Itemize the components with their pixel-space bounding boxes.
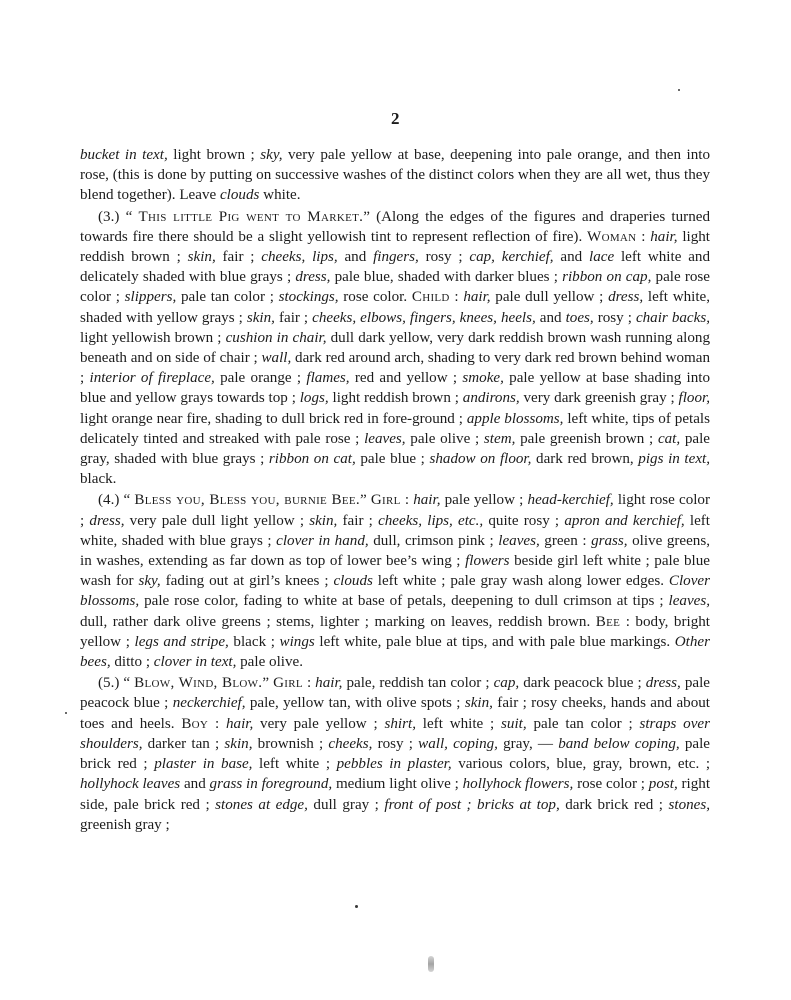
- small-caps-heading: Child: [411, 289, 450, 306]
- text-run: pale dull yellow ;: [490, 289, 609, 306]
- text-run: ”: [262, 675, 274, 692]
- text-run: very pale dull light yellow ;: [124, 512, 310, 529]
- italic-term: head-kerchief,: [527, 492, 614, 509]
- ink-speck: [355, 905, 358, 908]
- italic-term: shirt,: [384, 715, 416, 732]
- italic-term: clover in text,: [153, 654, 237, 671]
- text-run: red and yellow ;: [349, 370, 463, 387]
- text-run: pale, reddish tan color ;: [342, 675, 494, 692]
- small-caps-heading: Boy: [181, 715, 209, 732]
- text-run: left white, tips of petals delicately tinted and streaked with pale rose ;: [80, 410, 711, 447]
- italic-term: hair,: [650, 228, 678, 245]
- text-run: rose color.: [338, 289, 412, 306]
- italic-term: stones at edge,: [215, 796, 308, 813]
- italic-term: front of post ; bricks at top,: [384, 796, 560, 813]
- text-run: pale rose color, fading to white at base of petals, deepening to dull crimson at tips ;: [139, 593, 669, 610]
- italic-term: hair,: [315, 675, 343, 692]
- text-run: green :: [539, 532, 592, 549]
- italic-term: wall,: [261, 350, 292, 367]
- italic-term: stones,: [668, 796, 711, 813]
- italic-term: wings: [279, 633, 315, 650]
- text-run: pale greenish brown ;: [515, 430, 658, 447]
- italic-term: stem,: [483, 430, 516, 447]
- italic-term: flames,: [306, 370, 350, 387]
- text-run: pale olive ;: [405, 430, 484, 447]
- italic-term: grass,: [591, 532, 628, 549]
- text-run: :: [449, 289, 464, 306]
- italic-term: andirons,: [462, 390, 520, 407]
- text-run: pale olive.: [236, 654, 303, 671]
- small-caps-heading: Girl: [273, 675, 303, 692]
- text-run: dark peacock blue ;: [519, 675, 646, 692]
- italic-term: suit,: [501, 715, 527, 732]
- text-run: dark red around arch, shading to very dark red brown behind woman ;: [80, 350, 710, 387]
- italic-term: cheeks,: [328, 735, 373, 752]
- text-run: dull, rather dark olive greens ; stems, lighter ; marking on leaves, reddish brown.: [80, 613, 596, 630]
- small-caps-heading: Blow, Wind, Blow.: [134, 675, 263, 692]
- paper-smudge: [428, 956, 434, 972]
- text-run: ” (Along the edges of the figures and draperies turned towards fire there should be a slight yellowish tint to represent reflection of fire).: [80, 208, 710, 245]
- italic-term: cheeks, lips, etc.,: [378, 512, 484, 529]
- text-run: left white ;: [252, 756, 337, 773]
- text-run: light rose color ;: [80, 492, 711, 529]
- ink-speck: [65, 712, 67, 714]
- text-run: and: [180, 776, 210, 793]
- text-run: (4.) “: [98, 492, 135, 509]
- text-run: (5.) “: [98, 675, 135, 692]
- text-run: very pale yellow ;: [253, 715, 385, 732]
- text-run: white.: [259, 187, 301, 204]
- body-text: [80, 145, 710, 836]
- italic-term: pebbles in plaster,: [336, 756, 452, 773]
- italic-term: post,: [648, 776, 678, 793]
- text-run: :: [208, 715, 226, 732]
- italic-term: clover in hand,: [276, 532, 369, 549]
- italic-term: pigs in text,: [638, 451, 710, 468]
- text-run: :: [302, 675, 316, 692]
- italic-term: Other bees,: [80, 633, 710, 671]
- text-run: brownish ;: [252, 735, 329, 752]
- italic-term: leaves,: [364, 430, 406, 447]
- text-run: light orange near fire, shading to dull brick red in fore-ground ;: [80, 410, 467, 427]
- italic-term: leaves,: [668, 593, 710, 610]
- text-run: fair ;: [337, 512, 379, 529]
- text-run: pale blue, shaded with darker blues ;: [330, 269, 563, 286]
- small-caps-heading: Woman: [587, 228, 637, 245]
- text-run: pale tan color ;: [526, 715, 640, 732]
- text-run: olive greens, in washes, extending as far down as top of lower bee’s wing ;: [80, 532, 710, 570]
- text-run: dull gray ;: [307, 796, 385, 813]
- small-caps-heading: Bless you, Bless you, burnie Bee.: [134, 492, 360, 509]
- text-run: beside girl left white ; pale blue wash for: [80, 553, 710, 590]
- italic-term: dress,: [295, 269, 331, 286]
- text-run: :: [636, 228, 651, 245]
- text-run: and: [337, 249, 374, 266]
- italic-term: lace: [589, 249, 615, 266]
- italic-term: hair,: [413, 492, 441, 509]
- text-run: right side, pale brick red ;: [80, 776, 711, 813]
- italic-term: interior of fireplace,: [89, 370, 215, 387]
- text-run: fair ; rosy cheeks, hands and about toes and heels.: [80, 695, 710, 732]
- text-run: gray, —: [497, 735, 559, 752]
- small-caps-heading: Girl: [370, 492, 401, 509]
- text-run: left white and delicately shaded with blue grays ;: [80, 249, 710, 286]
- para-little-pig: [80, 207, 710, 490]
- italic-term: apron and kerchief,: [564, 512, 685, 529]
- para-bless-you: [80, 490, 710, 672]
- italic-term: grass in foreground,: [209, 776, 333, 793]
- italic-term: toes,: [565, 309, 594, 326]
- italic-term: skin,: [246, 309, 275, 326]
- text-run: :: [400, 492, 414, 509]
- text-run: ditto ;: [110, 654, 154, 671]
- italic-term: cat,: [657, 430, 681, 447]
- small-caps-heading: Bee: [595, 613, 621, 630]
- text-run: various colors, blue, gray, brown, etc. ;: [451, 756, 711, 773]
- text-run: black ;: [228, 633, 280, 650]
- text-run: pale rose color ;: [80, 269, 710, 306]
- text-run: left white, shaded with yellow grays ;: [80, 289, 711, 326]
- italic-term: cheeks, lips,: [261, 249, 338, 266]
- text-run: rosy ;: [418, 249, 470, 266]
- italic-term: ribbon on cat,: [268, 451, 356, 468]
- italic-term: clouds: [333, 573, 373, 590]
- italic-term: plaster in base,: [154, 756, 253, 773]
- italic-term: hollyhock leaves: [80, 776, 181, 793]
- text-run: light reddish brown ;: [328, 390, 463, 407]
- italic-term: smoke,: [462, 370, 504, 387]
- small-caps-heading: This little Pig went to Market.: [138, 208, 364, 225]
- italic-term: dress,: [645, 675, 681, 692]
- italic-term: neckerchief,: [172, 695, 246, 712]
- text-run: pale gray, shaded with blue grays ;: [80, 430, 711, 468]
- italic-term: dress,: [608, 289, 644, 306]
- text-run: left white ; pale gray wash along lower edges.: [372, 573, 669, 590]
- italic-term: fingers,: [373, 249, 419, 266]
- text-run: left white, pale blue at tips, and with pale blue markings.: [314, 633, 675, 650]
- italic-term: sky,: [138, 573, 161, 590]
- italic-term: dress,: [89, 512, 125, 529]
- para-bucket: [80, 145, 710, 206]
- text-run: pale peacock blue ;: [80, 675, 711, 712]
- text-run: dark brick red ;: [559, 796, 669, 813]
- ink-speck: [678, 89, 680, 91]
- italic-term: cap,: [493, 675, 520, 692]
- text-run: dull, crimson pink ;: [368, 532, 499, 549]
- italic-term: Clover blossoms,: [80, 573, 711, 610]
- italic-term: stockings,: [278, 289, 339, 306]
- text-run: (3.) “: [98, 208, 139, 225]
- text-run: and: [535, 309, 566, 326]
- text-run: dull dark yellow, very dark reddish brown wash running along beneath and on side of chair ;: [80, 329, 710, 367]
- text-run: pale brick red ;: [80, 735, 710, 773]
- text-run: pale orange ;: [214, 370, 307, 387]
- italic-term: cheeks, elbows, fingers, knees, heels,: [312, 309, 536, 326]
- text-run: rose color ;: [573, 776, 649, 793]
- text-run: : body, bright yellow ;: [80, 613, 710, 650]
- italic-term: skin,: [224, 735, 253, 752]
- text-run: pale yellow ;: [440, 492, 528, 509]
- italic-term: legs and stripe,: [134, 633, 229, 650]
- text-run: rosy ;: [593, 309, 636, 326]
- text-run: very pale yellow at base, deepening into pale orange, and then into rose, (this is done by putting on successive washes of the distinct colors when they are all wet, thus they blend together). Leave: [80, 147, 711, 204]
- italic-term: cap, kerchief,: [469, 249, 554, 266]
- text-run: pale tan color ;: [176, 289, 279, 306]
- text-run: darker tan ;: [142, 735, 225, 752]
- italic-term: cushion in chair,: [225, 329, 327, 346]
- text-run: light brown ;: [167, 147, 261, 163]
- text-run: light reddish brown ;: [80, 228, 710, 266]
- text-run: greenish gray ;: [80, 816, 170, 833]
- italic-term: logs,: [299, 390, 329, 407]
- text-run: ”: [360, 492, 371, 509]
- text-run: left white ;: [415, 715, 502, 732]
- para-blow-wind: [80, 673, 710, 835]
- italic-term: bucket in text,: [80, 147, 168, 163]
- text-run: black.: [80, 471, 117, 488]
- text-run: fair ;: [274, 309, 313, 326]
- italic-term: band below coping,: [558, 735, 680, 752]
- italic-term: skin,: [187, 249, 216, 266]
- text-run: pale blue ;: [355, 451, 430, 468]
- text-run: medium light olive ;: [332, 776, 463, 793]
- italic-term: shadow on floor,: [429, 451, 532, 468]
- italic-term: chair backs,: [635, 309, 710, 326]
- italic-term: straps over shoulders,: [80, 715, 710, 752]
- italic-term: sky,: [260, 147, 283, 163]
- italic-term: flowers: [465, 553, 510, 570]
- italic-term: skin,: [464, 695, 493, 712]
- italic-term: wall, coping,: [418, 735, 498, 752]
- text-run: and: [553, 249, 589, 266]
- italic-term: hair,: [463, 289, 491, 306]
- italic-term: floor,: [678, 390, 710, 407]
- text-run: pale, yellow tan, with olive spots ;: [245, 695, 465, 712]
- italic-term: clouds: [219, 187, 260, 204]
- text-run: fading out at girl’s knees ;: [160, 573, 334, 590]
- italic-term: slippers,: [124, 289, 177, 306]
- text-run: fair ;: [215, 249, 262, 266]
- italic-term: apple blossoms,: [466, 410, 564, 427]
- italic-term: skin,: [309, 512, 338, 529]
- text-run: rosy ;: [372, 735, 419, 752]
- italic-term: hollyhock flowers,: [462, 776, 574, 793]
- text-run: very dark greenish gray ;: [519, 390, 679, 407]
- text-run: dark red brown,: [531, 451, 639, 468]
- italic-term: hair,: [225, 715, 254, 732]
- text-run: left white, shaded with blue grays ;: [80, 512, 710, 549]
- text-run: light yellowish brown ;: [80, 329, 226, 346]
- italic-term: ribbon on cap,: [562, 269, 652, 286]
- text-run: pale yellow at base shading into blue and yellow grays towards top ;: [80, 370, 711, 407]
- italic-term: leaves,: [498, 532, 540, 549]
- text-run: quite rosy ;: [483, 512, 565, 529]
- page-number: 2: [391, 109, 400, 128]
